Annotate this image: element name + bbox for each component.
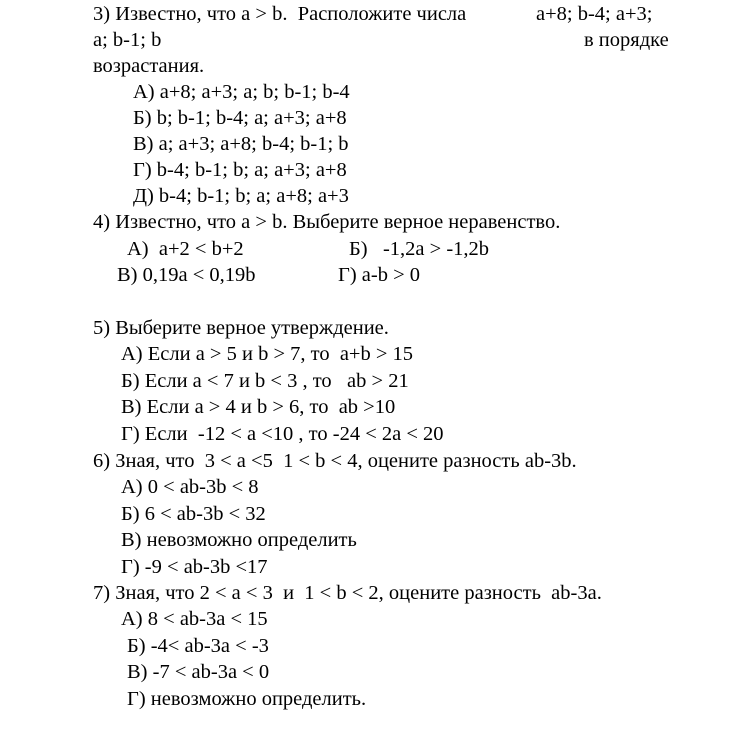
q3-text-line2: a; b-1; b bbox=[93, 29, 162, 51]
q4-question: 4) Известно, что a > b. Выберите верное неравенство. bbox=[93, 211, 561, 233]
q7-option-v: В) -7 < ab-3a < 0 bbox=[127, 661, 270, 683]
q6-option-g: Г) -9 < ab-3b <17 bbox=[121, 556, 268, 578]
q7-option-g: Г) невозможно определить. bbox=[127, 688, 367, 710]
q7-option-a: А) 8 < ab-3a < 15 bbox=[121, 608, 268, 630]
q4-option-b: Б) -1,2a > -1,2b bbox=[349, 238, 490, 260]
q6-option-b: Б) 6 < ab-3b < 32 bbox=[121, 503, 266, 525]
q6-option-a: А) 0 < ab-3b < 8 bbox=[121, 476, 259, 498]
q4-option-v: В) 0,19a < 0,19b bbox=[117, 264, 256, 286]
q5-question: 5) Выберите верное утверждение. bbox=[93, 317, 389, 339]
q5-option-b: Б) Если a < 7 и b < 3 , то ab > 21 bbox=[121, 370, 409, 392]
q7-option-b: Б) -4< ab-3a < -3 bbox=[127, 635, 269, 657]
q5-option-a: А) Если a > 5 и b > 7, то a+b > 15 bbox=[121, 343, 414, 365]
q5-option-g: Г) Если -12 < a <10 , то -24 < 2a < 20 bbox=[121, 423, 444, 445]
q3-option-b: Б) b; b-1; b-4; a; a+3; a+8 bbox=[133, 107, 347, 129]
q3-text-line3: возрастания. bbox=[93, 55, 205, 77]
q4-option-g: Г) a-b > 0 bbox=[338, 264, 421, 286]
q3-order-text: в порядке bbox=[584, 29, 669, 51]
q3-numbers-list: a+8; b-4; a+3; bbox=[536, 3, 653, 25]
q3-option-v: В) a; a+3; a+8; b-4; b-1; b bbox=[133, 133, 349, 155]
q3-option-a: А) a+8; a+3; a; b; b-1; b-4 bbox=[133, 81, 350, 103]
q4-option-a: А) a+2 < b+2 bbox=[127, 238, 244, 260]
q3-option-d: Д) b-4; b-1; b; a; a+8; a+3 bbox=[133, 185, 349, 207]
q3-text-line1: 3) Известно, что a > b. Расположите числа bbox=[93, 3, 467, 25]
q7-question: 7) Зная, что 2 < a < 3 и 1 < b < 2, оцените разность ab-3a. bbox=[93, 582, 602, 604]
q3-option-g: Г) b-4; b-1; b; a; a+3; a+8 bbox=[133, 159, 347, 181]
q6-question: 6) Зная, что 3 < a <5 1 < b < 4, оцените разность ab-3b. bbox=[93, 450, 577, 472]
q6-option-v: В) невозможно определить bbox=[121, 529, 357, 551]
q5-option-v: В) Если a > 4 и b > 6, то ab >10 bbox=[121, 396, 396, 418]
